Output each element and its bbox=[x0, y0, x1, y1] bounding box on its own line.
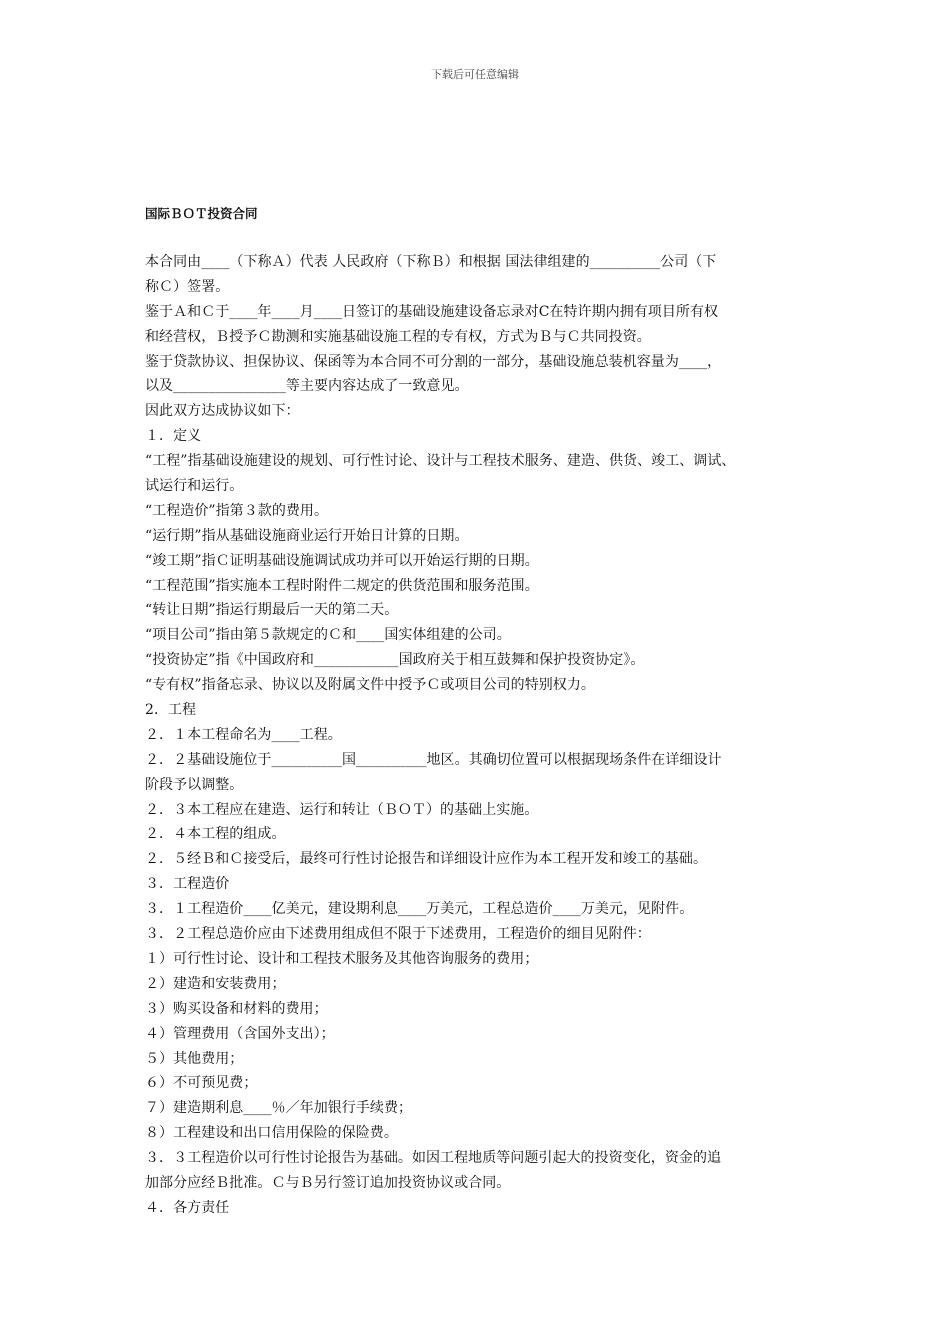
document-line: ２．３本工程应在建造、运行和转让（ＢＯＴ）的基础上实施。 bbox=[145, 801, 539, 818]
document-line: 称Ｃ）签署。 bbox=[145, 278, 230, 295]
document-line: ３．３工程造价以可行性讨论报告为基础。如因工程地质等问题引起大的投资变化，资金的追 bbox=[145, 1150, 722, 1167]
document-line: １．定义 bbox=[145, 428, 202, 445]
document-line: “工程”指基础设施建设的规划、可行性讨论、设计与工程技术服务、建造、供货、竣工、调试、 bbox=[145, 453, 736, 470]
document-line: ２．１本工程命名为____工程。 bbox=[145, 726, 342, 743]
document-line: 本合同由____（下称Ａ）代表 人民政府（下称Ｂ）和根据 国法律组建的__________公司（下 bbox=[145, 254, 717, 270]
document-line: ２．５经Ｂ和Ｃ接受后，最终可行性讨论报告和详细设计应作为本工程开发和竣工的基础。 bbox=[145, 851, 707, 868]
document-body bbox=[145, 250, 815, 1221]
document-line: 加部分应经Ｂ批准。Ｃ与Ｂ另行签订追加投资协议或合同。 bbox=[145, 1174, 511, 1191]
document-line: “工程范围”指实施本工程时附件二规定的供货范围和服务范围。 bbox=[145, 577, 539, 594]
document-line: ２．２基础设施位于__________国__________地区。其确切位置可以根据现场条件在详细设计 bbox=[145, 751, 722, 768]
document-line: “项目公司”指由第５款规定的Ｃ和____国实体组建的公司。 bbox=[145, 627, 511, 644]
document-title: 国际ＢＯＴ投资合同 bbox=[145, 206, 258, 221]
document-line: ４．各方责任 bbox=[145, 1199, 230, 1216]
document-line: ３．２工程总造价应由下述费用组成但不限于下述费用，工程造价的细目见附件： bbox=[145, 926, 651, 943]
document-line: ７）建造期利息____％／年加银行手续费； bbox=[145, 1100, 413, 1117]
document-line: “竣工期”指Ｃ证明基础设施调试成功并可以开始运行期的日期。 bbox=[145, 552, 539, 569]
document-line: 和经营权，Ｂ授予Ｃ勘测和实施基础设施工程的专有权，方式为Ｂ与Ｃ共同投资。 bbox=[145, 328, 651, 345]
page-header-note: 下载后可任意编辑 bbox=[431, 68, 519, 81]
document-line: ３．１工程造价____亿美元，建设期利息____万美元，工程总造价____万美元，见附件。 bbox=[145, 901, 694, 918]
document-line: １）可行性讨论、设计和工程技术服务及其他咨询服务的费用； bbox=[145, 950, 539, 967]
document-line: “转让日期”指运行期最后一天的第二天。 bbox=[145, 602, 399, 619]
document-line: 以及________________等主要内容达成了一致意见。 bbox=[145, 378, 469, 395]
document-line: “投资协定”指《中国政府和____________国政府关于相互鼓舞和保护投资协定》。 bbox=[145, 652, 645, 669]
document-line: ２．４本工程的组成。 bbox=[145, 826, 286, 843]
document-line: ５）其他费用； bbox=[145, 1050, 244, 1067]
document-line: 鉴于贷款协议、担保协议、保函等为本合同不可分割的一部分，基础设施总装机容量为____， bbox=[145, 353, 722, 370]
document-line: ２）建造和安装费用； bbox=[145, 975, 286, 992]
document-line: “工程造价”指第３款的费用。 bbox=[145, 502, 329, 519]
document-line: ８）工程建设和出口信用保险的保险费。 bbox=[145, 1125, 398, 1142]
document-line: ４）管理费用（含国外支出）； bbox=[145, 1025, 335, 1042]
document-line: 试运行和运行。 bbox=[145, 478, 244, 495]
document-line: 阶段予以调整。 bbox=[145, 776, 244, 793]
document-line: 鉴于Ａ和Ｃ于____年____月____日签订的基础设施建设备忘录对C在特许期内拥有项目所有权 bbox=[145, 303, 719, 320]
document-line: ３．工程造价 bbox=[145, 876, 230, 893]
document-line: ３）购买设备和材料的费用； bbox=[145, 1000, 328, 1017]
document-line: ６）不可预见费； bbox=[145, 1075, 258, 1092]
document-line: “运行期”指从基础设施商业运行开始日计算的日期。 bbox=[145, 527, 469, 544]
document-line: “专有权”指备忘录、协议以及附属文件中授予Ｃ或项目公司的特别权力。 bbox=[145, 677, 595, 694]
document-line: 因此双方达成协议如下： bbox=[145, 403, 300, 420]
document-line: 2．工程 bbox=[145, 702, 197, 719]
